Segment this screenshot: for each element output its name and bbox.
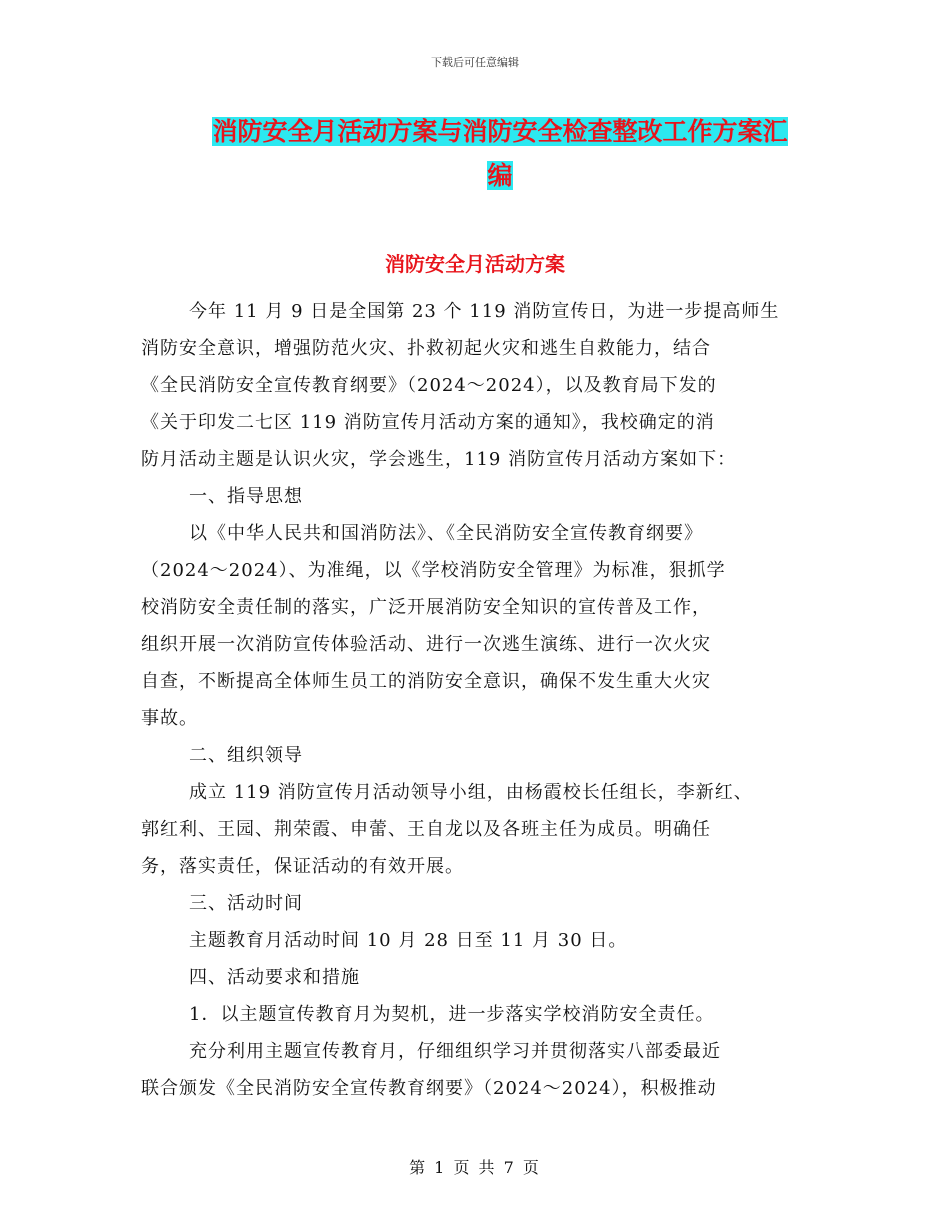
paragraph-line: 1．以主题宣传教育月为契机，进一步落实学校消防安全责任。: [189, 1004, 715, 1025]
paragraph-line: 充分利用主题宣传教育月，仔细组织学习并贯彻落实八部委最近: [189, 1041, 721, 1062]
paragraph-line: 今年 11 月 9 日是全国第 23 个 119 消防宣传日，为进一步提高师生: [189, 301, 780, 322]
paragraph-line: 事故。: [141, 708, 198, 729]
paragraph-line: 防月活动主题是认识火灾，学会逃生，119 消防宣传月活动方案如下：: [141, 449, 737, 470]
paragraph-line: 消防安全意识，增强防范火灾、扑救初起火灾和逃生自救能力，结合: [141, 338, 711, 359]
paragraph-line: 主题教育月活动时间 10 月 28 日至 11 月 30 日。: [189, 930, 628, 951]
page-footer: 第 1 页 共 7 页: [409, 1158, 541, 1177]
heading-activity-time: 三、活动时间: [189, 893, 303, 914]
paragraph-line: 组织开展一次消防宣传体验活动、进行一次逃生演练、进行一次火灾: [141, 634, 711, 655]
paragraph-line: （2024～2024）、为准绳，以《学校消防安全管理》为标准，狠抓学: [141, 560, 726, 581]
paragraph-line: 成立 119 消防宣传月活动领导小组，由杨霞校长任组长，李新红、: [189, 782, 753, 803]
heading-organization: 二、组织领导: [189, 745, 303, 766]
paragraph-line: 自查，不断提高全体师生员工的消防安全意识，确保不发生重大火灾: [141, 671, 711, 692]
document-title: [150, 110, 850, 198]
paragraph-line: 《全民消防安全宣传教育纲要》（2024～2024），以及教育局下发的: [141, 375, 717, 396]
heading-guiding-thought: 一、指导思想: [189, 486, 303, 507]
header-note: 下载后可任意编辑: [431, 56, 519, 69]
body-text: [141, 293, 809, 1107]
section-title: 消防安全月活动方案: [385, 252, 565, 276]
paragraph-line: 郭红利、王园、荆荣霞、申蕾、王自龙以及各班主任为成员。明确任: [141, 819, 711, 840]
paragraph-line: 联合颁发《全民消防安全宣传教育纲要》（2024～2024），积极推动: [141, 1078, 717, 1099]
paragraph-line: 《关于印发二七区 119 消防宣传月活动方案的通知》，我校确定的消: [141, 412, 715, 433]
document-title-line-1: 消防安全月活动方案与消防安全检查整改工作方案汇: [212, 117, 788, 146]
paragraph-line: 务，落实责任，保证活动的有效开展。: [141, 856, 464, 877]
paragraph-line: 校消防安全责任制的落实，广泛开展消防安全知识的宣传普及工作，: [141, 597, 711, 618]
paragraph-line: 以《中华人民共和国消防法》、《全民消防安全宣传教育纲要》: [189, 523, 703, 544]
document-title-line-2: 编: [487, 161, 513, 190]
heading-requirements: 四、活动要求和措施: [189, 967, 360, 988]
